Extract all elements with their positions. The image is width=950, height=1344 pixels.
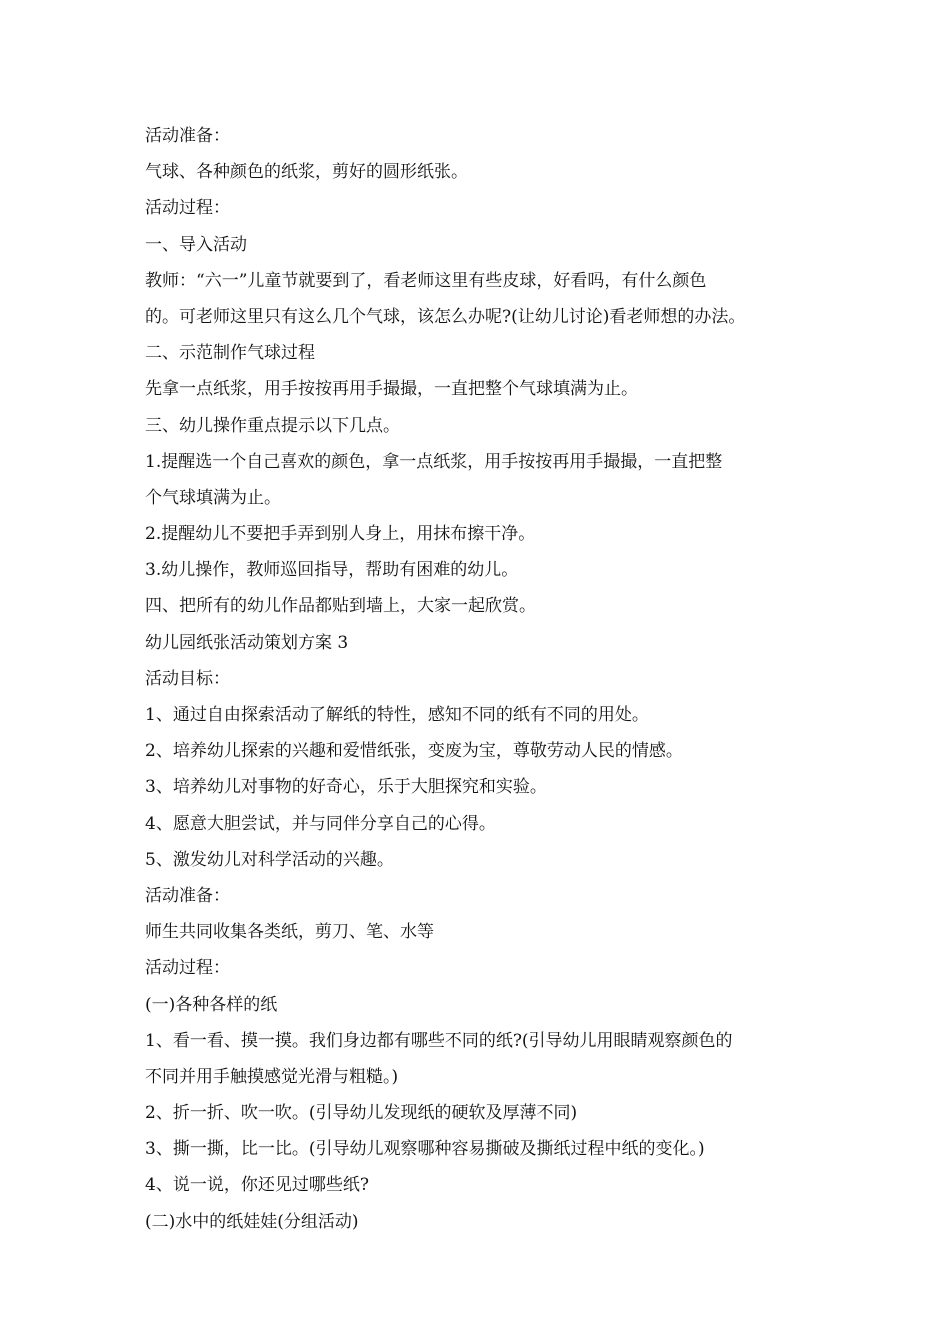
list-item: 不同并用手触摸感觉光滑与粗糙。) <box>145 1066 399 1087</box>
section-label: 活动过程： <box>145 198 230 219</box>
step-heading: 四、把所有的幼儿作品都贴到墙上，大家一起欣赏。 <box>145 596 536 617</box>
paragraph: 的。可老师这里只有这么几个气球，该怎么办呢?(让幼儿讨论)看老师想的办法。 <box>145 306 746 327</box>
section-label: 活动准备： <box>145 126 230 146</box>
paragraph: 师生共同收集各类纸，剪刀、笔、水等 <box>145 922 434 943</box>
list-item: 2.提醒幼儿不要把手弄到别人身上，用抹布擦干净。 <box>145 524 536 545</box>
section-label: 活动过程： <box>145 958 230 979</box>
list-item: 3.幼儿操作，教师巡回指导，帮助有困难的幼儿。 <box>145 560 519 581</box>
paragraph: 气球、各种颜色的纸浆，剪好的圆形纸张。 <box>145 162 468 183</box>
paragraph: 先拿一点纸浆，用手按按再用手撮撮，一直把整个气球填满为止。 <box>145 379 638 400</box>
step-heading: 二、示范制作气球过程 <box>145 343 315 364</box>
step-heading: 三、幼儿操作重点提示以下几点。 <box>145 415 400 436</box>
list-item: 2、折一折、吹一吹。(引导幼儿发现纸的硬软及厚薄不同) <box>145 1103 578 1124</box>
list-item: 3、培养幼儿对事物的好奇心，乐于大胆探究和实验。 <box>145 777 547 798</box>
section-label: 活动准备： <box>145 885 230 906</box>
list-item: 2、培养幼儿探索的兴趣和爱惜纸张，变废为宝，尊敬劳动人民的情感。 <box>145 741 683 762</box>
list-item: 1、通过自由探索活动了解纸的特性，感知不同的纸有不同的用处。 <box>145 705 649 725</box>
paragraph: 教师：“六一”儿童节就要到了，看老师这里有些皮球，好看吗，有什么颜色 <box>145 270 707 291</box>
list-item: 个气球填满为止。 <box>145 487 281 508</box>
list-item: 4、说一说，你还见过哪些纸? <box>145 1175 369 1196</box>
document-body <box>145 118 815 1240</box>
list-item: 4、愿意大胆尝试，并与同伴分享自己的心得。 <box>145 813 496 834</box>
list-item: 1、看一看、摸一摸。我们身边都有哪些不同的纸?(引导幼儿用眼睛观察颜色的 <box>145 1030 733 1051</box>
step-heading: 一、导入活动 <box>145 234 247 255</box>
step-heading: (一)各种各样的纸 <box>145 994 278 1015</box>
step-heading: (二)水中的纸娃娃(分组活动) <box>145 1211 359 1232</box>
list-item: 3、撕一撕，比一比。(引导幼儿观察哪种容易撕破及撕纸过程中纸的变化。) <box>145 1139 705 1160</box>
plan-title: 幼儿园纸张活动策划方案 3 <box>145 632 349 653</box>
list-item: 1.提醒选一个自己喜欢的颜色，拿一点纸浆，用手按按再用手撮撮，一直把整 <box>145 451 723 472</box>
list-item: 5、激发幼儿对科学活动的兴趣。 <box>145 849 394 870</box>
section-label: 活动目标： <box>145 668 230 689</box>
